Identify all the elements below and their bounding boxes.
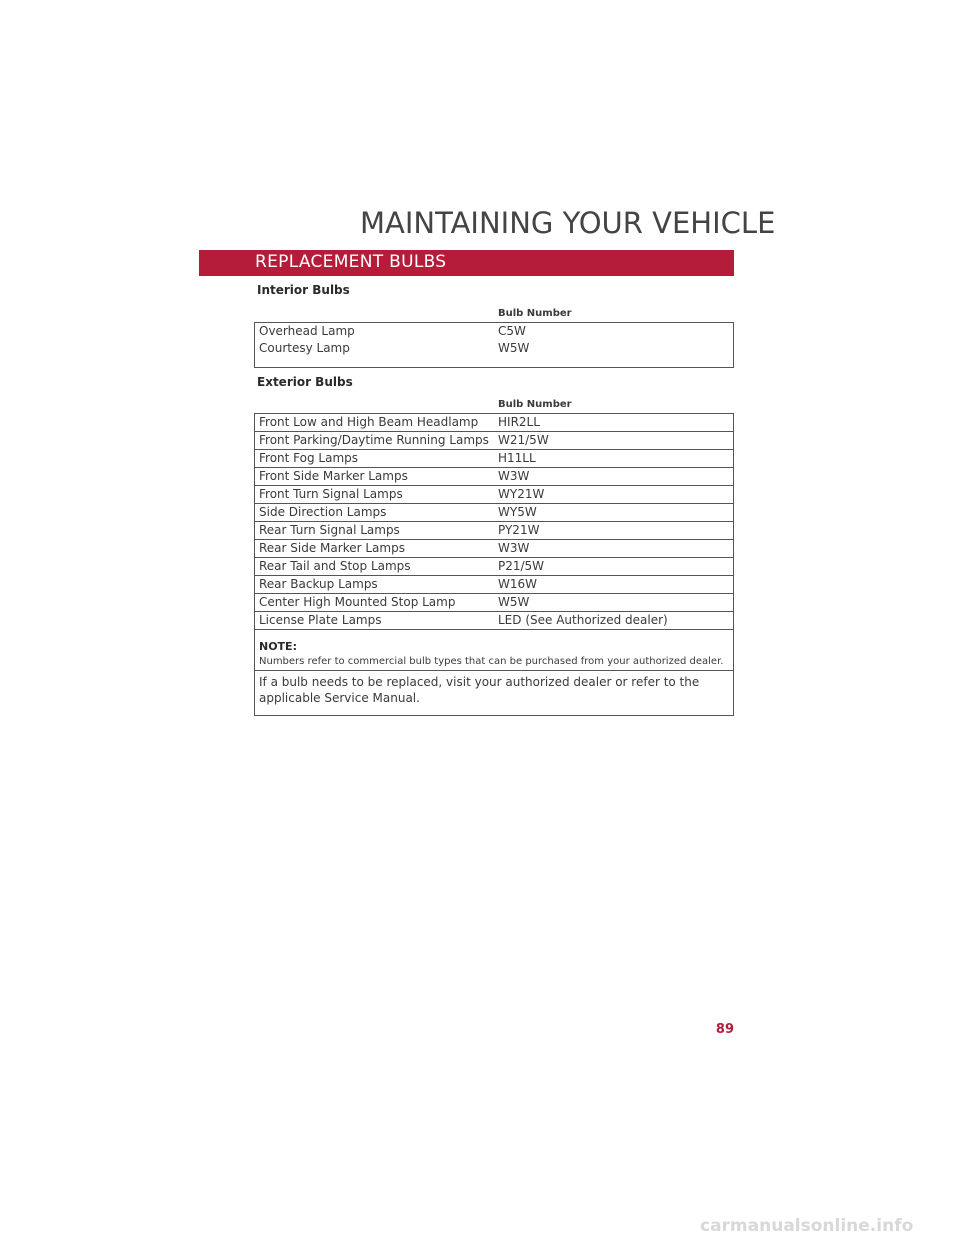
interior-bulbs-table <box>254 303 734 368</box>
exterior-bulb-number-header: Bulb Number <box>494 394 734 414</box>
table-row <box>255 558 734 576</box>
bulb-number: LED (See Authorized dealer) <box>494 612 734 630</box>
table-row <box>255 323 734 341</box>
service-manual-text: If a bulb needs to be replaced, visit your authorized dealer or refer to the applicable Service Manual. <box>259 675 700 705</box>
table-spacer-row <box>255 357 734 368</box>
lamp-name: Center High Mounted Stop Lamp <box>255 594 495 612</box>
interior-bulb-number-header: Bulb Number <box>494 303 734 323</box>
table-row <box>255 340 734 357</box>
table-row <box>255 414 734 432</box>
bulb-number: W16W <box>494 576 734 594</box>
chapter-title: MAINTAINING YOUR VEHICLE <box>360 206 776 240</box>
exterior-bulbs-table <box>254 394 734 630</box>
page-number: 89 <box>715 1022 734 1037</box>
table-row <box>255 594 734 612</box>
note-box <box>254 628 734 716</box>
table-row <box>255 540 734 558</box>
lamp-name: Front Turn Signal Lamps <box>255 486 495 504</box>
lamp-name: Front Parking/Daytime Running Lamps <box>255 432 495 450</box>
table-row <box>255 612 734 630</box>
table-row <box>255 486 734 504</box>
lamp-name: Front Low and High Beam Headlamp <box>255 414 495 432</box>
lamp-name: Front Fog Lamps <box>255 450 495 468</box>
bulb-number: P21/5W <box>494 558 734 576</box>
exterior-name-header <box>255 394 495 414</box>
lamp-name: Side Direction Lamps <box>255 504 495 522</box>
table-row <box>255 522 734 540</box>
lamp-name: Overhead Lamp <box>255 323 495 341</box>
table-row <box>255 450 734 468</box>
lamp-name: Rear Backup Lamps <box>255 576 495 594</box>
lamp-name: Front Side Marker Lamps <box>255 468 495 486</box>
watermark: carmanualsonline.info <box>700 1216 914 1236</box>
lamp-name: Rear Turn Signal Lamps <box>255 522 495 540</box>
bulb-number: W3W <box>494 468 734 486</box>
bulb-number: HIR2LL <box>494 414 734 432</box>
table-row <box>255 468 734 486</box>
interior-bulbs-subtitle: Interior Bulbs <box>257 283 350 297</box>
note-divider <box>255 670 733 671</box>
table-row <box>255 432 734 450</box>
bulb-number: W5W <box>494 594 734 612</box>
table-row <box>255 504 734 522</box>
note-label: NOTE: <box>259 640 297 653</box>
section-title: REPLACEMENT BULBS <box>255 252 447 272</box>
bulb-number: H11LL <box>494 450 734 468</box>
bulb-number: WY5W <box>494 504 734 522</box>
bulb-number: WY21W <box>494 486 734 504</box>
lamp-name: License Plate Lamps <box>255 612 495 630</box>
bulb-number: W3W <box>494 540 734 558</box>
lamp-name: Rear Side Marker Lamps <box>255 540 495 558</box>
interior-name-header <box>255 303 495 323</box>
exterior-bulbs-subtitle: Exterior Bulbs <box>257 375 353 389</box>
section-header-bar <box>199 250 734 276</box>
table-row <box>255 576 734 594</box>
bulb-number: C5W <box>494 323 734 341</box>
lamp-name: Courtesy Lamp <box>255 340 495 357</box>
bulb-number: PY21W <box>494 522 734 540</box>
note-text: Numbers refer to commercial bulb types that can be purchased from your authorized dealer. <box>259 656 724 667</box>
lamp-name: Rear Tail and Stop Lamps <box>255 558 495 576</box>
bulb-number: W21/5W <box>494 432 734 450</box>
bulb-number: W5W <box>494 340 734 357</box>
